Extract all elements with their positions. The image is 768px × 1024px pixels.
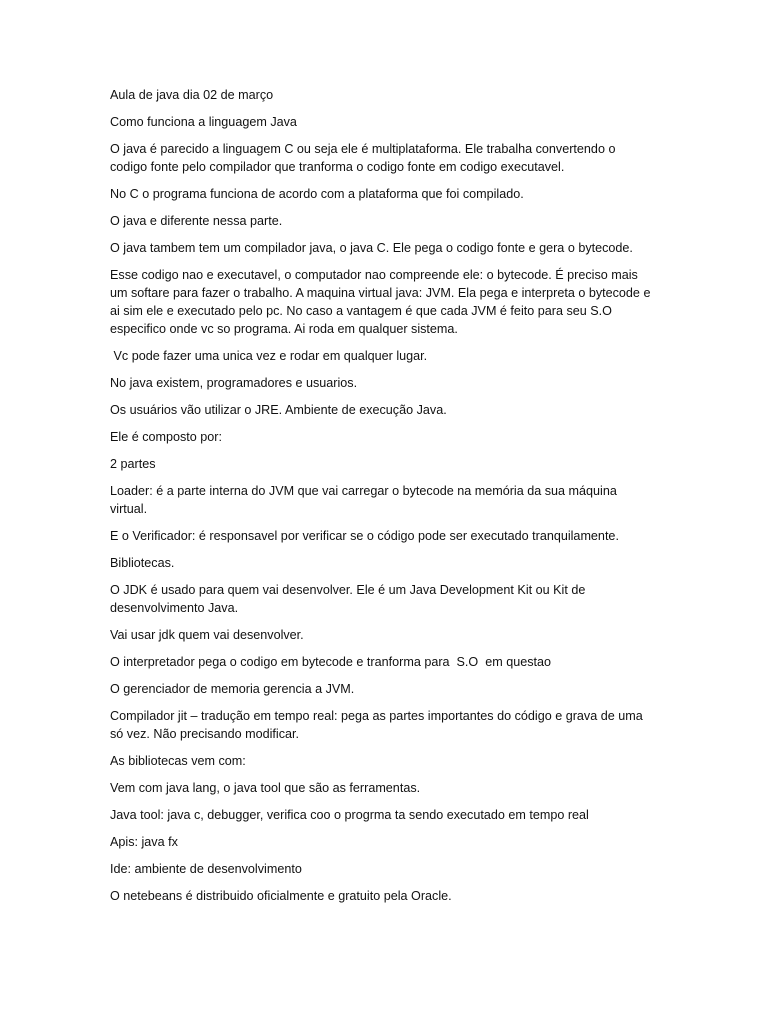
paragraph: O netebeans é distribuido oficialmente e gratuito pela Oracle. bbox=[110, 889, 452, 903]
paragraph: Apis: java fx bbox=[110, 835, 178, 849]
paragraph: Ide: ambiente de desenvolvimento bbox=[110, 862, 302, 876]
paragraph: Compilador jit – tradução em tempo real: pega as partes importantes do código e grava de uma só vez. Não precisando modificar. bbox=[110, 709, 647, 741]
paragraph: Esse codigo nao e executavel, o computador nao compreende ele: o bytecode. É preciso mais um softare para fazer o trabalho. A maquina virtual java: JVM. Ela pega e interpreta o bytecode e ai sim ele e executado pelo pc. No caso a vantagem é que cada JVM é feito para seu S.O especifico onde vc so programa. Ai roda em qualquer sistema. bbox=[110, 268, 654, 336]
paragraph: O JDK é usado para quem vai desenvolver. Ele é um Java Development Kit ou Kit de desenvolvimento Java. bbox=[110, 583, 589, 615]
paragraph: As bibliotecas vem com: bbox=[110, 754, 246, 768]
paragraph: No C o programa funciona de acordo com a plataforma que foi compilado. bbox=[110, 187, 524, 201]
paragraph: 2 partes bbox=[110, 457, 156, 471]
paragraph: Vc pode fazer uma unica vez e rodar em qualquer lugar. bbox=[110, 349, 428, 363]
paragraph: O java é parecido a linguagem C ou seja ele é multiplataforma. Ele trabalha convertendo o codigo fonte pelo compilador que tranforma o codigo fonte em codigo executavel. bbox=[110, 142, 619, 174]
paragraph: O interpretador pega o codigo em bytecode e tranforma para S.O em questao bbox=[110, 655, 552, 669]
paragraph: Java tool: java c, debugger, verifica coo o progrma ta sendo executado em tempo real bbox=[110, 808, 589, 822]
paragraph: Loader: é a parte interna do JVM que vai carregar o bytecode na memória da sua máquina virtual. bbox=[110, 484, 621, 516]
paragraph: E o Verificador: é responsavel por verificar se o código pode ser executado tranquilamente. bbox=[110, 529, 619, 543]
paragraph: Os usuários vão utilizar o JRE. Ambiente de execução Java. bbox=[110, 403, 447, 417]
paragraph: Vem com java lang, o java tool que são as ferramentas. bbox=[110, 781, 421, 795]
paragraph: No java existem, programadores e usuarios. bbox=[110, 376, 358, 390]
paragraph: O java e diferente nessa parte. bbox=[110, 214, 283, 228]
document-title: Aula de java dia 02 de março bbox=[110, 88, 274, 102]
document-page bbox=[110, 86, 655, 914]
paragraph: Ele é composto por: bbox=[110, 430, 223, 444]
paragraph: Vai usar jdk quem vai desenvolver. bbox=[110, 628, 304, 642]
paragraph: O java tambem tem um compilador java, o java C. Ele pega o codigo fonte e gera o bytecode. bbox=[110, 241, 633, 255]
paragraph: Como funciona a linguagem Java bbox=[110, 115, 297, 129]
paragraph: O gerenciador de memoria gerencia a JVM. bbox=[110, 682, 355, 696]
paragraph: Bibliotecas. bbox=[110, 556, 175, 570]
